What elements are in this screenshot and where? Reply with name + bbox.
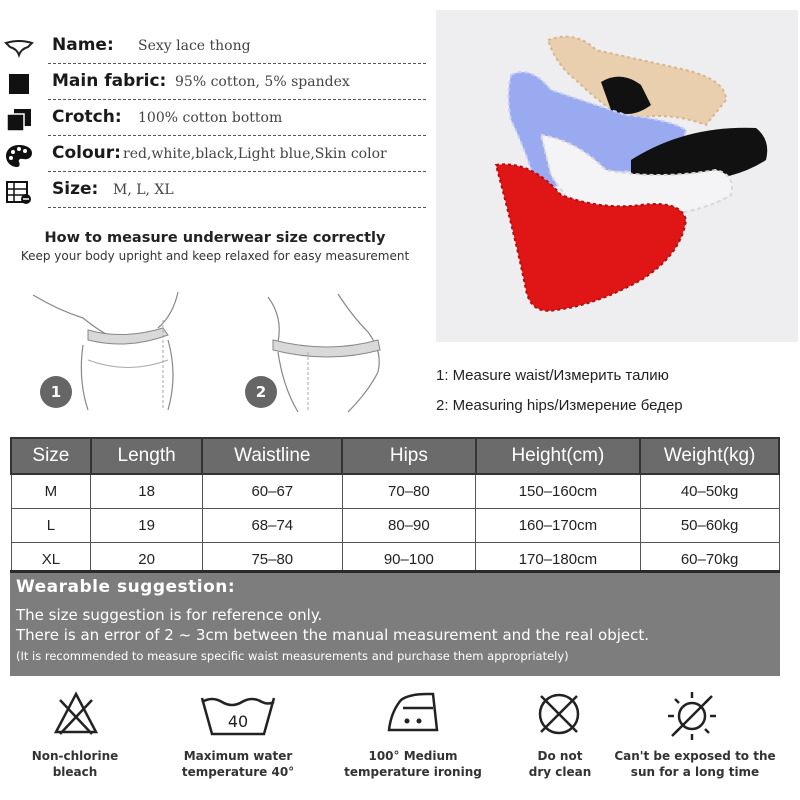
measure-title: How to measure underwear size correctly: [44, 230, 386, 246]
divider: [48, 171, 426, 172]
table-cell: 90–100: [342, 543, 475, 577]
divider: [48, 135, 426, 136]
table-cell: 60–67: [202, 474, 342, 509]
wearable-line: The size suggestion is for reference only.: [16, 606, 323, 624]
care-label-dry-clean: Do not dry clean: [528, 749, 592, 779]
table-cell: 50–60kg: [640, 509, 779, 543]
divider: [48, 99, 426, 100]
spec-row-name: [0, 30, 430, 66]
no-dry-clean-icon: [535, 690, 583, 738]
care-label-ironing: 100° Medium temperature ironing: [344, 749, 482, 779]
spec-key: Name:: [52, 35, 114, 55]
spec-key: Crotch:: [52, 107, 122, 127]
spec-key: Colour:: [52, 143, 121, 163]
column-header: Length: [91, 438, 203, 474]
table-cell: 60–70kg: [640, 543, 779, 577]
column-header: Hips: [342, 438, 475, 474]
table-cell: 75–80: [202, 543, 342, 577]
table-cell: 20: [91, 543, 203, 577]
table-row: [11, 509, 779, 543]
spec-key: Size:: [52, 179, 99, 199]
spec-value: red,white,black,Light blue,Skin color: [123, 146, 387, 162]
table-header-row: [11, 438, 779, 474]
wash-40-icon: [198, 690, 278, 740]
no-sun-icon: [664, 690, 720, 742]
table-cell: 80–90: [342, 509, 475, 543]
spec-row-size: [0, 174, 430, 210]
wearable-line: There is an error of 2 ~ 3cm between the manual measurement and the real object.: [16, 626, 650, 644]
spec-value: 95% cotton, 5% spandex: [175, 74, 350, 90]
table-cell: 68–74: [202, 509, 342, 543]
table-cell: 150–160cm: [476, 474, 641, 509]
step-2-badge: 2: [245, 376, 277, 408]
table-cell: 19: [91, 509, 203, 543]
column-header: Weight(kg): [640, 438, 779, 474]
table-cell: 70–80: [342, 474, 475, 509]
spec-value: Sexy lace thong: [138, 38, 251, 54]
spec-value: 100% cotton bottom: [138, 110, 283, 126]
spec-key: Main fabric:: [52, 71, 167, 91]
iron-medium-icon: [383, 690, 445, 738]
palette-icon: [4, 143, 34, 169]
column-header: Height(cm): [476, 438, 641, 474]
care-label-sun: Can't be exposed to the sun for a long time: [614, 749, 776, 779]
crotch-squares-icon: [4, 107, 34, 133]
table-cell: 18: [91, 474, 203, 509]
spec-row-fabric: [0, 66, 430, 102]
step-1-label: 1: Measure waist/Измерить талию: [436, 367, 669, 384]
table-cell: 40–50kg: [640, 474, 779, 509]
step-2-label: 2: Measuring hips/Измерение бедер: [436, 397, 683, 414]
table-cell: 160–170cm: [476, 509, 641, 543]
divider: [48, 63, 426, 64]
wearable-note: (It is recommended to measure specific waist measurements and purchase them appropriately): [16, 649, 569, 663]
measure-subtitle: Keep your body upright and keep relaxed for easy measurement: [20, 249, 410, 263]
table-cell: XL: [11, 543, 91, 577]
care-label-bleach: Non-chlorine bleach: [31, 749, 119, 779]
step-1-badge: 1: [40, 376, 72, 408]
table-row: [11, 474, 779, 509]
care-label-wash: Maximum water temperature 40°: [181, 749, 295, 779]
no-chlorine-bleach-icon: [52, 690, 100, 738]
spec-value: M, L, XL: [113, 182, 174, 198]
fabric-square-icon: [4, 71, 34, 97]
wearable-suggestion-panel: [10, 570, 780, 676]
column-header: Waistline: [202, 438, 342, 474]
column-header: Size: [11, 438, 91, 474]
thong-icon: [4, 35, 34, 61]
spec-row-crotch: [0, 102, 430, 138]
divider: [48, 207, 426, 208]
product-photo: [436, 10, 798, 342]
table-cell: M: [11, 474, 91, 509]
wash-temperature-value: 40: [227, 712, 249, 731]
size-table: [10, 437, 780, 577]
table-cell: 170–180cm: [476, 543, 641, 577]
table-cell: L: [11, 509, 91, 543]
wearable-title: Wearable suggestion:: [16, 577, 236, 597]
spec-row-colour: [0, 138, 430, 174]
size-chart-icon: [4, 179, 34, 205]
